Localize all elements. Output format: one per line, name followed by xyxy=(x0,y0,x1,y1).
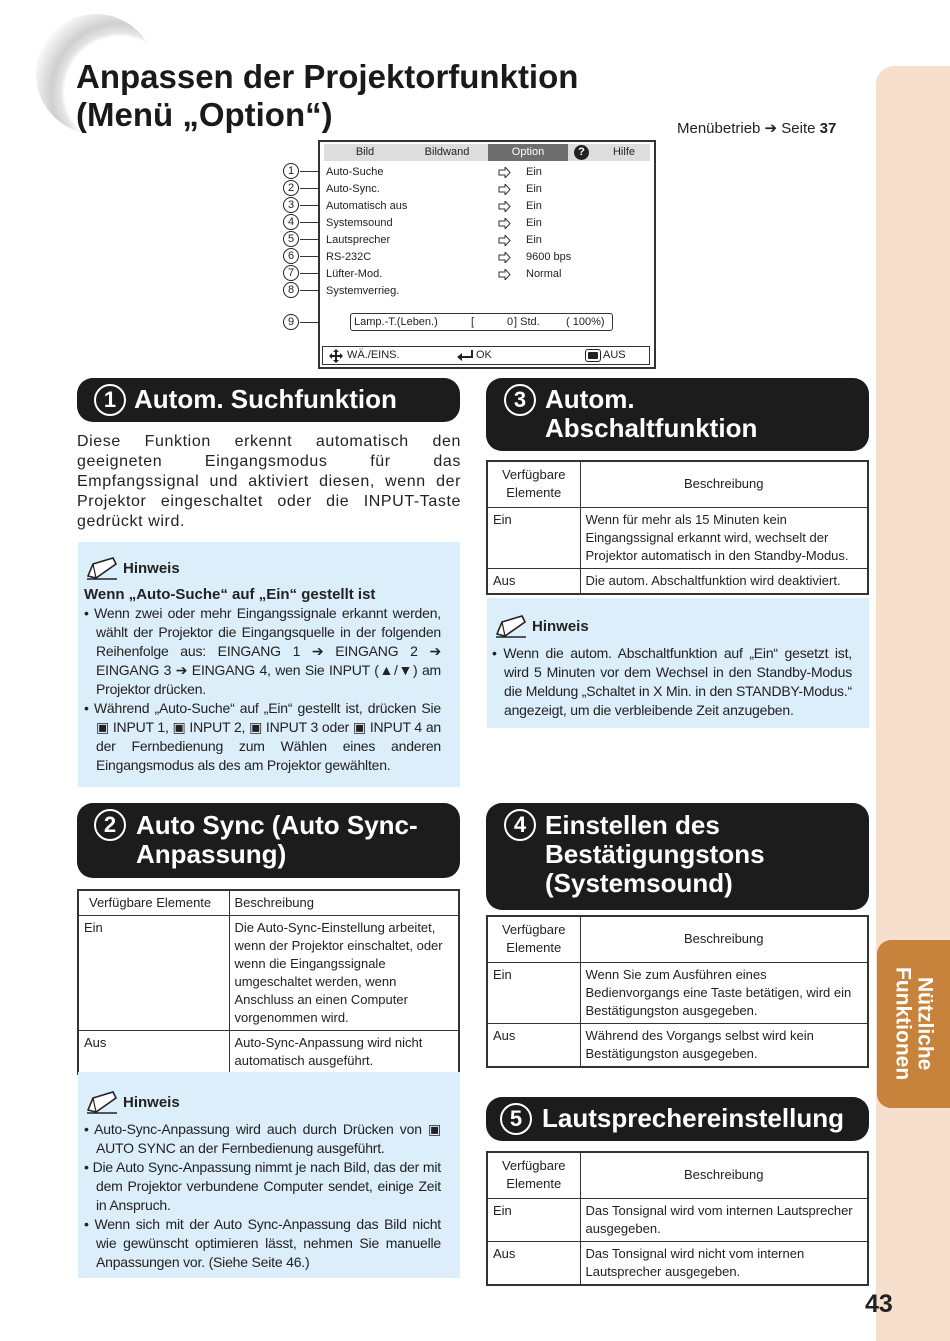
footer-select-label: WÄ./EINS. xyxy=(347,349,400,361)
table-header-row xyxy=(78,890,459,916)
menu-item-label: Systemsound xyxy=(326,217,393,229)
table-row xyxy=(487,962,868,1023)
menu-item-rs232c[interactable] xyxy=(326,249,646,266)
ref-text: Menübetrieb ➔ Seite xyxy=(677,120,820,137)
note-item: • Auto-Sync-Anpassung wird auch durch Drücken von ▣ AUTO SYNC an der Fernbedienung ausgeführt. xyxy=(84,1120,441,1158)
table-cell-description: Die Auto-Sync-Einstellung arbeitet, wenn der Projektor einschaltet, oder wenn die Eingangssignale umgeschaltet werden, wenn Anschluss an einen Computer vorgenommen wird. xyxy=(229,916,459,1031)
side-strip xyxy=(876,66,950,1341)
page-title-line2: (Menü „Option“) xyxy=(76,96,333,133)
section-1-title: Autom. Suchfunktion xyxy=(134,384,397,414)
menu-item-auto-sync[interactable] xyxy=(326,181,646,198)
table-cell-description: Auto-Sync-Anpassung wird nicht automatisch ausgeführt. xyxy=(229,1031,459,1075)
pencil-note-icon xyxy=(494,614,528,638)
lamp-label: Lamp.-T.(Leben.) xyxy=(354,316,438,328)
arrow-right-icon xyxy=(498,235,511,246)
side-tab-label: Nützliche Funktionen xyxy=(891,967,937,1081)
table-cell-description: Das Tonsignal wird nicht vom internen Lautsprecher ausgegeben. xyxy=(580,1241,868,1285)
table-cell-element: Aus xyxy=(78,1031,229,1075)
section-4-title: Einstellen des Bestätigungstons (Systemsound) xyxy=(545,810,765,898)
table-row xyxy=(487,1198,868,1241)
table-header-elements: Verfügbare Elemente xyxy=(487,461,580,507)
lamp-hours: 0 xyxy=(507,316,514,328)
note-list xyxy=(84,604,441,775)
option-menu-screenshot xyxy=(318,140,656,369)
section-5-table xyxy=(486,1151,869,1286)
menu-item-luefter-mod[interactable] xyxy=(326,266,646,283)
menu-item-value: Ein xyxy=(526,183,542,195)
section-5-number: 5 xyxy=(500,1103,532,1135)
note-item: • Während „Auto-Suche“ auf „Ein“ gestellt ist, drücken Sie ▣ INPUT 1, ▣ INPUT 2, ▣ INPUT 3 oder ▣ INPUT 4 an der Fernbedienung zum Wählen eines anderen Eingangsmodus als des am Projektor gewählten. xyxy=(84,699,441,775)
arrow-right-icon xyxy=(498,218,511,229)
table-header-elements: Verfügbare Elemente xyxy=(487,916,580,962)
help-icon: ? xyxy=(574,145,589,160)
arrow-right-icon xyxy=(498,252,511,263)
table-header-row xyxy=(487,1152,868,1198)
note-header xyxy=(85,1090,180,1114)
table-header-row xyxy=(487,461,868,507)
menu-callout-5: 5 xyxy=(283,231,299,247)
menu-item-label: Automatisch aus xyxy=(326,200,408,212)
arrow-right-icon xyxy=(498,269,511,280)
note-list xyxy=(84,1120,441,1272)
section-2-number: 2 xyxy=(94,809,126,841)
menu-item-value: Ein xyxy=(526,200,542,212)
menu-callout-9: 9 xyxy=(283,314,299,330)
lamp-hours-display xyxy=(350,313,613,331)
menu-footer xyxy=(322,346,650,365)
section-1-note-box xyxy=(78,542,460,787)
menu-item-label: Auto-Suche xyxy=(326,166,384,178)
table-cell-element: Aus xyxy=(487,1023,580,1067)
table-cell-description: Wenn Sie zum Ausführen eines Bedienvorgangs eine Taste betätigen, wird ein Bestätigungston ausgegeben. xyxy=(580,962,868,1023)
section-3-table xyxy=(486,460,869,595)
menu-help-icon-box xyxy=(568,144,598,161)
table-cell-element: Ein xyxy=(78,916,229,1031)
footer-ok-label: OK xyxy=(476,349,492,361)
section-4-table xyxy=(486,915,869,1068)
menu-item-systemverrieg[interactable] xyxy=(326,283,646,300)
table-cell-element: Aus xyxy=(487,568,580,594)
callout-line xyxy=(300,171,320,172)
section-1-body: Diese Funktion erkennt automatisch den geeigneten Eingangsmodus für das Empfangssignal und aktiviert diesen, wenn der Projektor eingeschaltet oder die INPUT-Taste gedrückt wird. xyxy=(77,433,461,530)
table-cell-element: Ein xyxy=(487,1198,580,1241)
menu-item-value: Ein xyxy=(526,234,542,246)
arrow-right-icon xyxy=(498,201,511,212)
note-item: • Wenn sich mit der Auto Sync-Anpassung das Bild nicht wie gewünscht optimieren lässt, nehmen Sie manuelle Anpassungen vor. (Siehe Seite 46.) xyxy=(84,1215,441,1272)
table-header-description: Beschreibung xyxy=(580,1152,868,1198)
callout-line xyxy=(300,290,320,291)
menu-callout-1: 1 xyxy=(283,163,299,179)
section-3-title: Autom. Abschaltfunktion xyxy=(545,384,758,443)
menu-callout-6: 6 xyxy=(283,248,299,264)
menu-tab-bildwand[interactable]: Bildwand xyxy=(424,146,470,158)
side-tab-label-box xyxy=(877,940,950,1108)
menu-item-auto-suche[interactable] xyxy=(326,164,646,181)
lamp-percent: ( 100%) xyxy=(566,316,605,328)
lamp-bracket: [ xyxy=(471,316,475,328)
menu-item-value: Normal xyxy=(526,268,562,280)
note-label: Hinweis xyxy=(123,1093,180,1111)
note-label: Hinweis xyxy=(532,617,589,635)
menu-item-label: Auto-Sync. xyxy=(326,183,380,195)
ref-page: 37 xyxy=(819,120,837,137)
menu-tab-option[interactable]: Option xyxy=(488,144,568,161)
menu-item-label: RS-232C xyxy=(326,251,372,263)
page-number: 43 xyxy=(865,1290,893,1318)
lamp-unit: ] Std. xyxy=(514,316,540,328)
note-list xyxy=(492,644,852,720)
callout-line xyxy=(300,205,320,206)
callout-line xyxy=(300,256,320,257)
table-row xyxy=(78,1031,459,1075)
table-cell-description: Wenn für mehr als 15 Minuten kein Eingangssignal erkannt wird, wechselt der Projektor automatisch in den Standby-Modus. xyxy=(580,507,868,568)
note-header xyxy=(494,614,589,638)
section-3-note-box xyxy=(487,598,869,728)
pencil-note-icon xyxy=(85,1090,119,1114)
menu-callout-4: 4 xyxy=(283,214,299,230)
menu-callout-7: 7 xyxy=(283,265,299,281)
section-2-title: Auto Sync (Auto Sync- Anpassung) xyxy=(136,810,418,869)
section-3-number: 3 xyxy=(504,384,536,416)
page-reference xyxy=(677,119,836,137)
move-arrows-icon xyxy=(329,349,343,363)
menu-item-label: Lautsprecher xyxy=(326,234,391,246)
table-cell-description: Während des Vorgangs selbst wird kein Bestätigungston ausgegeben. xyxy=(580,1023,868,1067)
section-5-title: Lautsprechereinstellung xyxy=(542,1103,844,1133)
table-header-description: Beschreibung xyxy=(580,461,868,507)
section-2-table xyxy=(77,889,460,1075)
section-3-header xyxy=(486,378,869,451)
menu-tab-bar xyxy=(324,144,650,161)
table-cell-element: Aus xyxy=(487,1241,580,1285)
note-header xyxy=(85,556,180,580)
menu-item-label: Systemverrieg. xyxy=(326,285,400,297)
menu-callout-8: 8 xyxy=(283,282,299,298)
section-2-header xyxy=(77,803,460,878)
section-2-note-box xyxy=(78,1072,460,1278)
menu-callout-2: 2 xyxy=(283,180,299,196)
note-label: Hinweis xyxy=(123,559,180,577)
callout-line xyxy=(300,188,320,189)
section-4-header xyxy=(486,803,869,910)
table-row xyxy=(78,916,459,1031)
menu-item-value: 9600 bps xyxy=(526,251,572,263)
arrow-right-icon xyxy=(498,167,511,178)
table-cell-element: Ein xyxy=(487,962,580,1023)
table-cell-element: Ein xyxy=(487,507,580,568)
menu-item-automatisch-aus[interactable] xyxy=(326,198,646,215)
table-row xyxy=(487,507,868,568)
menu-item-label: Lüfter-Mod. xyxy=(326,268,383,280)
table-row xyxy=(487,1241,868,1285)
pencil-note-icon xyxy=(85,556,119,580)
section-5-header xyxy=(486,1097,869,1141)
footer-exit-label: AUS xyxy=(603,349,626,361)
menu-callout-3: 3 xyxy=(283,197,299,213)
menu-item-lautsprecher[interactable] xyxy=(326,232,646,249)
table-header-description: Beschreibung xyxy=(229,890,459,916)
table-header-elements: Verfügbare Elemente xyxy=(487,1152,580,1198)
note-subtitle: Wenn „Auto-Suche“ auf „Ein“ gestellt ist xyxy=(84,586,376,603)
table-header-description: Beschreibung xyxy=(580,916,868,962)
page-title xyxy=(76,58,578,134)
table-header-elements: Verfügbare Elemente xyxy=(78,890,229,916)
menu-button-icon xyxy=(585,349,601,362)
menu-tab-bild[interactable]: Bild xyxy=(355,146,375,158)
note-item: • Wenn zwei oder mehr Eingangssignale erkannt werden, wählt der Projektor die Eingangsquelle in der folgenden Reihenfolge aus: EINGANG 1 ➔ EINGANG 2 ➔ EINGANG 3 ➔ EINGANG 4, wen Sie INPUT (▲/▼) am Projektor drücken. xyxy=(84,604,441,699)
enter-icon xyxy=(457,350,473,361)
section-1-header xyxy=(77,378,460,422)
page-title-line1: Anpassen der Projektorfunktion xyxy=(76,58,579,95)
menu-item-value: Ein xyxy=(526,166,542,178)
menu-item-systemsound[interactable] xyxy=(326,215,646,232)
section-4-number: 4 xyxy=(504,809,536,841)
callout-line xyxy=(300,222,320,223)
menu-tab-hilfe[interactable]: Hilfe xyxy=(612,146,635,158)
note-item: • Die Auto Sync-Anpassung nimmt je nach Bild, das der mit dem Projektor verbundene Computer sendet, einige Zeit in Anspruch. xyxy=(84,1158,441,1215)
table-header-row xyxy=(487,916,868,962)
table-row xyxy=(487,568,868,594)
callout-line xyxy=(300,273,320,274)
menu-item-value: Ein xyxy=(526,217,542,229)
table-cell-description: Die autom. Abschaltfunktion wird deaktiviert. xyxy=(580,568,868,594)
section-1-number: 1 xyxy=(94,384,126,416)
arrow-right-icon xyxy=(498,184,511,195)
table-cell-description: Das Tonsignal wird vom internen Lautsprecher ausgegeben. xyxy=(580,1198,868,1241)
note-item: • Wenn die autom. Abschaltfunktion auf „Ein“ gesetzt ist, wird 5 Minuten vor dem Wechsel in den Standby-Modus die Meldung „Schaltet in X Min. in den STANDBY-Modus.“ angezeigt, um die verbleibende Zeit anzugeben. xyxy=(492,644,852,720)
callout-line xyxy=(300,239,320,240)
table-row xyxy=(487,1023,868,1067)
